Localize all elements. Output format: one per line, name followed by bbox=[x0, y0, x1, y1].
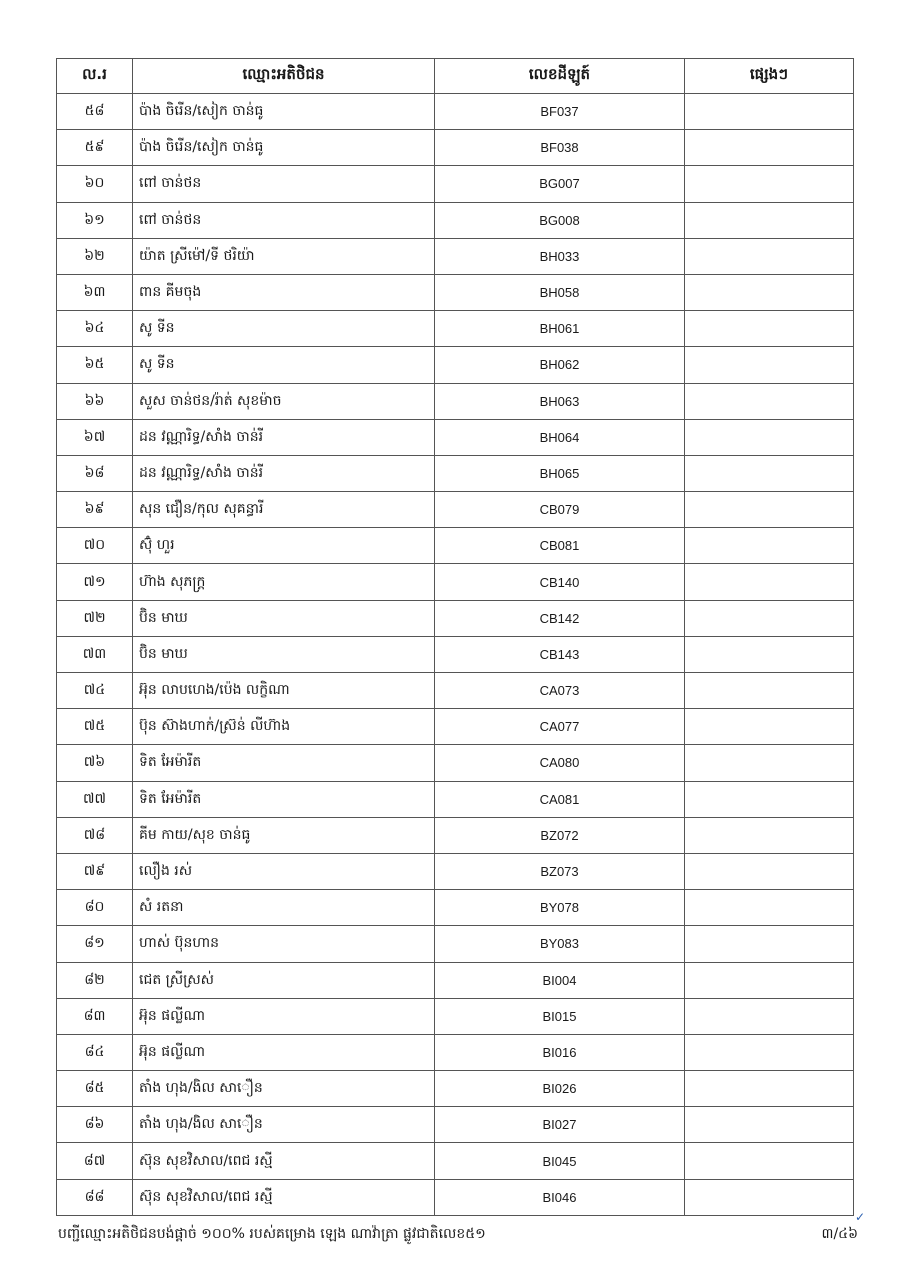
footer-caption: បញ្ជីឈ្មោះអតិថិជនបង់ផ្ដាច់ ១០០% របស់គម្រោង ឡេង ណាវ៉ាត្រា ផ្លូវជាតិលេខ៥១ bbox=[58, 1226, 486, 1242]
lot-number-cell: CA080 bbox=[435, 745, 685, 781]
row-number: ៦២ bbox=[57, 238, 133, 274]
row-number: ៧៦ bbox=[57, 745, 133, 781]
customer-name-cell: ហ៊ាង សុភក្ត្រ bbox=[133, 564, 435, 600]
lot-number-cell: BH065 bbox=[435, 455, 685, 491]
header-customer-name: ឈ្មោះអតិថិជន bbox=[133, 59, 435, 94]
page-number: ៣/៤៦ bbox=[821, 1226, 858, 1242]
row-number: ៨៤ bbox=[57, 1034, 133, 1070]
note-cell bbox=[685, 238, 854, 274]
row-number: ៦៤ bbox=[57, 311, 133, 347]
customer-name-cell: ពៅ ចាន់ថន bbox=[133, 166, 435, 202]
lot-number-cell: BG007 bbox=[435, 166, 685, 202]
table-row bbox=[57, 274, 854, 310]
note-cell bbox=[685, 419, 854, 455]
customer-name-cell: ស៊ុន សុខវិសាល/ពេជ រស្មី bbox=[133, 1179, 435, 1215]
customer-name-cell: ជេត ស្រីស្រស់ bbox=[133, 962, 435, 998]
note-cell bbox=[685, 564, 854, 600]
lot-number-cell: BI015 bbox=[435, 998, 685, 1034]
customer-name-cell: ប៊ុន ស៊ាងហាក់/ស្រ៊ន់ លីហ៊ាង bbox=[133, 709, 435, 745]
note-cell bbox=[685, 1034, 854, 1070]
note-cell bbox=[685, 455, 854, 491]
customer-name-cell: ប៉ាង ចិរើន/សៀក ចាន់ធូ bbox=[133, 130, 435, 166]
customer-name-cell: សំ រតនា bbox=[133, 890, 435, 926]
customer-name-cell: តាំង ហុង/ងិល សាឿន bbox=[133, 1071, 435, 1107]
table-row bbox=[57, 926, 854, 962]
customer-name-cell: ហាស់ ប៊ុនហាន bbox=[133, 926, 435, 962]
row-number: ៧៣ bbox=[57, 636, 133, 672]
table-row bbox=[57, 383, 854, 419]
note-cell bbox=[685, 1107, 854, 1143]
header-number: ល.រ bbox=[57, 59, 133, 94]
row-number: ៦៣ bbox=[57, 274, 133, 310]
row-number: ៨៥ bbox=[57, 1071, 133, 1107]
note-cell bbox=[685, 311, 854, 347]
table-row bbox=[57, 781, 854, 817]
row-number: ៧៥ bbox=[57, 709, 133, 745]
note-cell bbox=[685, 817, 854, 853]
lot-number-cell: BH061 bbox=[435, 311, 685, 347]
note-cell bbox=[685, 202, 854, 238]
table-row bbox=[57, 962, 854, 998]
lot-number-cell: BZ072 bbox=[435, 817, 685, 853]
table-row bbox=[57, 1107, 854, 1143]
row-number: ៧៨ bbox=[57, 817, 133, 853]
lot-number-cell: BI004 bbox=[435, 962, 685, 998]
table-row bbox=[57, 1143, 854, 1179]
lot-number-cell: CB140 bbox=[435, 564, 685, 600]
table-row bbox=[57, 1179, 854, 1215]
note-cell bbox=[685, 745, 854, 781]
table-row bbox=[57, 311, 854, 347]
table-row bbox=[57, 600, 854, 636]
lot-number-cell: BI046 bbox=[435, 1179, 685, 1215]
lot-number-cell: BG008 bbox=[435, 202, 685, 238]
customer-name-cell: ស៊ុំ ហួរ bbox=[133, 528, 435, 564]
row-number: ៨៣ bbox=[57, 998, 133, 1034]
customer-name-cell: អ៊ុន លាបហេង/ប៉េង លក្ខិណា bbox=[133, 673, 435, 709]
note-cell bbox=[685, 1143, 854, 1179]
table-row bbox=[57, 890, 854, 926]
table-row bbox=[57, 853, 854, 889]
note-cell bbox=[685, 926, 854, 962]
lot-number-cell: CA073 bbox=[435, 673, 685, 709]
customer-name-cell: ទិត អែម៉ារីត bbox=[133, 745, 435, 781]
table-row bbox=[57, 1071, 854, 1107]
table-row bbox=[57, 94, 854, 130]
row-number: ៨៨ bbox=[57, 1179, 133, 1215]
lot-number-cell: BI026 bbox=[435, 1071, 685, 1107]
table-row bbox=[57, 492, 854, 528]
note-cell bbox=[685, 347, 854, 383]
table-row bbox=[57, 998, 854, 1034]
lot-number-cell: CB142 bbox=[435, 600, 685, 636]
row-number: ៧២ bbox=[57, 600, 133, 636]
customer-name-cell: ទិត អែម៉ារីត bbox=[133, 781, 435, 817]
table-row bbox=[57, 1034, 854, 1070]
lot-number-cell: BH064 bbox=[435, 419, 685, 455]
row-number: ៧១ bbox=[57, 564, 133, 600]
customer-name-cell: ដន វណ្ណារិទ្ធ/សាំង ចាន់រី bbox=[133, 455, 435, 491]
table-row bbox=[57, 130, 854, 166]
row-number: ៦៧ bbox=[57, 419, 133, 455]
customer-table-container bbox=[56, 58, 853, 1216]
row-number: ៦៥ bbox=[57, 347, 133, 383]
row-number: ៦៦ bbox=[57, 383, 133, 419]
table-row bbox=[57, 238, 854, 274]
customer-name-cell: អ៊ុន ផល្លីណា bbox=[133, 1034, 435, 1070]
note-cell bbox=[685, 890, 854, 926]
customer-name-cell: ពាន គីមចុង bbox=[133, 274, 435, 310]
customer-name-cell: លឿង រស់ bbox=[133, 853, 435, 889]
row-number: ៧៤ bbox=[57, 673, 133, 709]
table-row bbox=[57, 564, 854, 600]
note-cell bbox=[685, 130, 854, 166]
lot-number-cell: BH033 bbox=[435, 238, 685, 274]
lot-number-cell: BY078 bbox=[435, 890, 685, 926]
customer-name-cell: គីម កាយ/សុខ ចាន់ធូ bbox=[133, 817, 435, 853]
note-cell bbox=[685, 383, 854, 419]
lot-number-cell: BH062 bbox=[435, 347, 685, 383]
lot-number-cell: BY083 bbox=[435, 926, 685, 962]
customer-table bbox=[56, 58, 854, 1216]
lot-number-cell: BH058 bbox=[435, 274, 685, 310]
note-cell bbox=[685, 600, 854, 636]
lot-number-cell: CA077 bbox=[435, 709, 685, 745]
customer-name-cell: យ៉ាត ស្រីម៉ៅ/ទី ថរិយ៉ា bbox=[133, 238, 435, 274]
checkmark-icon: ✓ bbox=[855, 1210, 866, 1224]
row-number: ៧៩ bbox=[57, 853, 133, 889]
note-cell bbox=[685, 94, 854, 130]
customer-name-cell: ដន វណ្ណារិទ្ធ/សាំង ចាន់រី bbox=[133, 419, 435, 455]
note-cell bbox=[685, 636, 854, 672]
table-row bbox=[57, 709, 854, 745]
header-lot-number: លេខដីឡូត៍ bbox=[435, 59, 685, 94]
lot-number-cell: BF037 bbox=[435, 94, 685, 130]
row-number: ៨០ bbox=[57, 890, 133, 926]
table-row bbox=[57, 636, 854, 672]
customer-name-cell: ស៊ុន សុខវិសាល/ពេជ រស្មី bbox=[133, 1143, 435, 1179]
customer-name-cell: ប៊ិន មាឃ bbox=[133, 636, 435, 672]
note-cell bbox=[685, 166, 854, 202]
table-row bbox=[57, 202, 854, 238]
table-row bbox=[57, 817, 854, 853]
note-cell bbox=[685, 673, 854, 709]
row-number: ៦៨ bbox=[57, 455, 133, 491]
table-row bbox=[57, 673, 854, 709]
lot-number-cell: CB143 bbox=[435, 636, 685, 672]
note-cell bbox=[685, 492, 854, 528]
note-cell bbox=[685, 853, 854, 889]
customer-name-cell: សុន ជឿន/កុល សុគន្ធារី bbox=[133, 492, 435, 528]
note-cell bbox=[685, 998, 854, 1034]
row-number: ៨២ bbox=[57, 962, 133, 998]
lot-number-cell: BI027 bbox=[435, 1107, 685, 1143]
row-number: ៧០ bbox=[57, 528, 133, 564]
row-number: ៦៩ bbox=[57, 492, 133, 528]
note-cell bbox=[685, 781, 854, 817]
row-number: ៦១ bbox=[57, 202, 133, 238]
customer-name-cell: អ៊ុន ផល្លីណា bbox=[133, 998, 435, 1034]
lot-number-cell: BF038 bbox=[435, 130, 685, 166]
lot-number-cell: BZ073 bbox=[435, 853, 685, 889]
row-number: ៦០ bbox=[57, 166, 133, 202]
row-number: ៨៧ bbox=[57, 1143, 133, 1179]
lot-number-cell: CB081 bbox=[435, 528, 685, 564]
lot-number-cell: CB079 bbox=[435, 492, 685, 528]
row-number: ៧៧ bbox=[57, 781, 133, 817]
table-row bbox=[57, 166, 854, 202]
table-row bbox=[57, 419, 854, 455]
note-cell bbox=[685, 528, 854, 564]
table-row bbox=[57, 347, 854, 383]
customer-name-cell: តាំង ហុង/ងិល សាឿន bbox=[133, 1107, 435, 1143]
note-cell bbox=[685, 1071, 854, 1107]
row-number: ៥៩ bbox=[57, 130, 133, 166]
table-body bbox=[57, 94, 854, 1216]
header-other: ផ្សេងៗ bbox=[685, 59, 854, 94]
customer-name-cell: សូ ទីន bbox=[133, 347, 435, 383]
note-cell bbox=[685, 709, 854, 745]
row-number: ៨១ bbox=[57, 926, 133, 962]
lot-number-cell: CA081 bbox=[435, 781, 685, 817]
note-cell bbox=[685, 962, 854, 998]
table-row bbox=[57, 455, 854, 491]
row-number: ៥៨ bbox=[57, 94, 133, 130]
table-header-row bbox=[57, 59, 854, 94]
note-cell bbox=[685, 274, 854, 310]
lot-number-cell: BI016 bbox=[435, 1034, 685, 1070]
customer-name-cell: សួស ចាន់ថន/រ៉ាត់ សុខម៉ាច bbox=[133, 383, 435, 419]
table-row bbox=[57, 745, 854, 781]
note-cell bbox=[685, 1179, 854, 1215]
customer-name-cell: ប៉ាង ចិរើន/សៀក ចាន់ធូ bbox=[133, 94, 435, 130]
row-number: ៨៦ bbox=[57, 1107, 133, 1143]
customer-name-cell: ប៊ិន មាឃ bbox=[133, 600, 435, 636]
customer-name-cell: សូ ទីន bbox=[133, 311, 435, 347]
customer-name-cell: ពៅ ចាន់ថន bbox=[133, 202, 435, 238]
lot-number-cell: BI045 bbox=[435, 1143, 685, 1179]
table-row bbox=[57, 528, 854, 564]
lot-number-cell: BH063 bbox=[435, 383, 685, 419]
